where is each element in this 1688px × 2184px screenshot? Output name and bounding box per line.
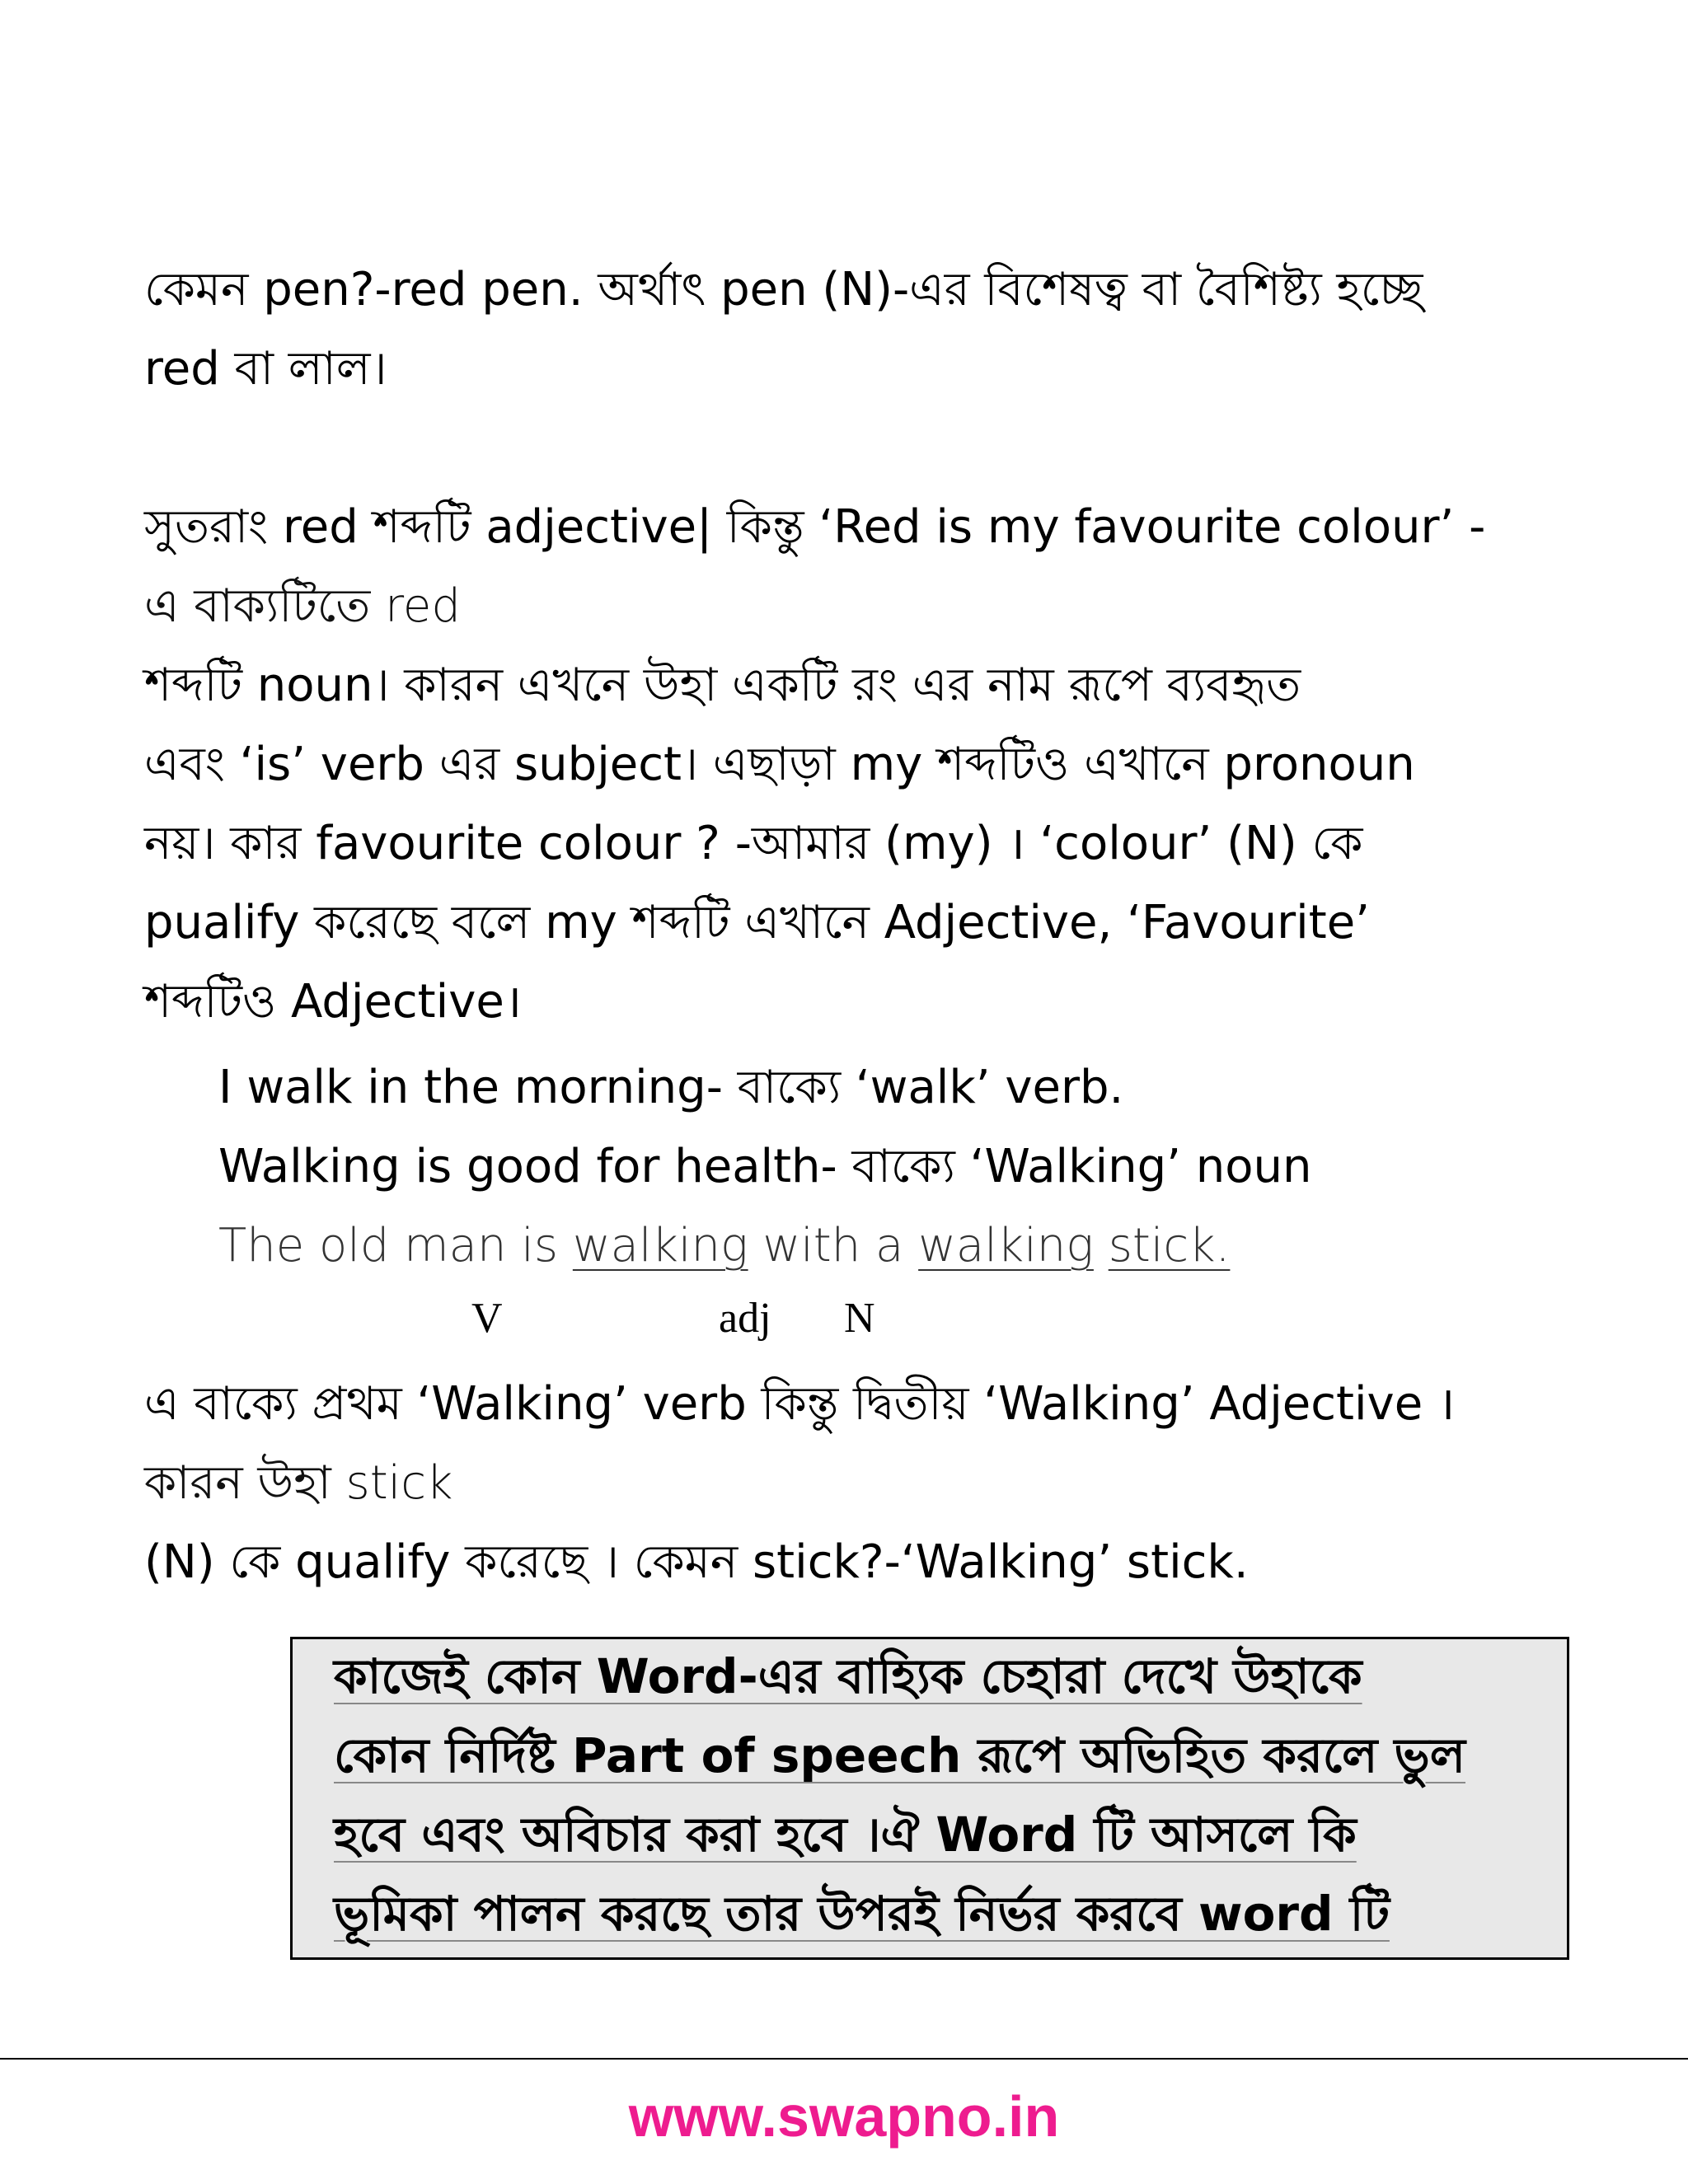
example-walking-adj-word: walking [918, 1219, 1094, 1272]
footer-url: www.swapno.in [628, 2084, 1060, 2149]
paragraph2-line1: সুতরাং red শব্দটি adjective| কিন্তু ‘Red is my favourite colour’ - [144, 500, 1486, 554]
box-line1: কাজেই কোন Word-এর বাহ্যিক চেহারা দেখে উহাকে [334, 1648, 1362, 1704]
box-line3: হবে এবং অবিচার করা হবে ।ঐ Word টি আসলে কি [334, 1807, 1357, 1863]
example-text-2: with a [748, 1219, 919, 1272]
example-walking-noun: Walking is good for health- বাক্যে ‘Walking’ noun [218, 1140, 1312, 1193]
footer-divider [0, 2058, 1688, 2060]
paragraph2-line2: এ বাক্যটিতে red [144, 579, 461, 633]
paragraph1-line1: কেমন pen?-red pen. অর্থাৎ pen (N)-এর বিশেষত্ব বা বৈশিষ্ট্য হচ্ছে [144, 263, 1423, 316]
label-adj: adj [719, 1295, 771, 1342]
example-text-1: The old man is [218, 1219, 573, 1272]
paragraph1-line2: red বা লাল। [144, 342, 387, 396]
paragraph2-line6: pualify করেছে বলে my শব্দটি এখানে Adjective, ‘Favourite’ [144, 896, 1370, 949]
paragraph3-line3: (N) কে qualify করেছে । কেমন stick?-‘Walking’ stick. [144, 1535, 1249, 1589]
paragraph2-line3: শব্দটি noun। কারন এখনে উহা একটি রং এর নাম রূপে ব্যবহৃত [144, 658, 1301, 712]
example-walking-stick [218, 1213, 1589, 1279]
paragraph2-line4: এবং ‘is’ verb এর subject। এছাড়া my শব্দটিও এখানে pronoun [144, 738, 1415, 791]
paragraph2-line5: নয়। কার favourite colour ? -আমার (my) । ‘colour’ (N) কে [144, 817, 1363, 870]
example-walking-verb-word: walking [572, 1219, 748, 1272]
example-stick-word: stick. [1108, 1219, 1231, 1272]
paragraph3-line2: কারন উহা stick [144, 1456, 453, 1510]
label-v: V [471, 1295, 503, 1342]
example-walk-verb: I walk in the morning- বাক্যে ‘walk’ verb. [218, 1061, 1124, 1114]
highlight-box [290, 1637, 1569, 1960]
paragraph3-line1: এ বাক্যে প্রথম ‘Walking’ verb কিন্তু দ্বিতীয় ‘Walking’ Adjective । [144, 1377, 1456, 1431]
box-line2: কোন নির্দিষ্ট Part of speech রূপে অভিহিত করলে ভুল [334, 1727, 1465, 1783]
part-of-speech-labels [0, 1294, 1688, 1352]
label-n: N [844, 1295, 875, 1342]
example-text-3 [1094, 1219, 1109, 1272]
paragraph2-line7: শব্দটিও Adjective। [144, 975, 523, 1029]
box-line4: ভূমিকা পালন করছে তার উপরই নির্ভর করবে word টি [334, 1886, 1390, 1942]
